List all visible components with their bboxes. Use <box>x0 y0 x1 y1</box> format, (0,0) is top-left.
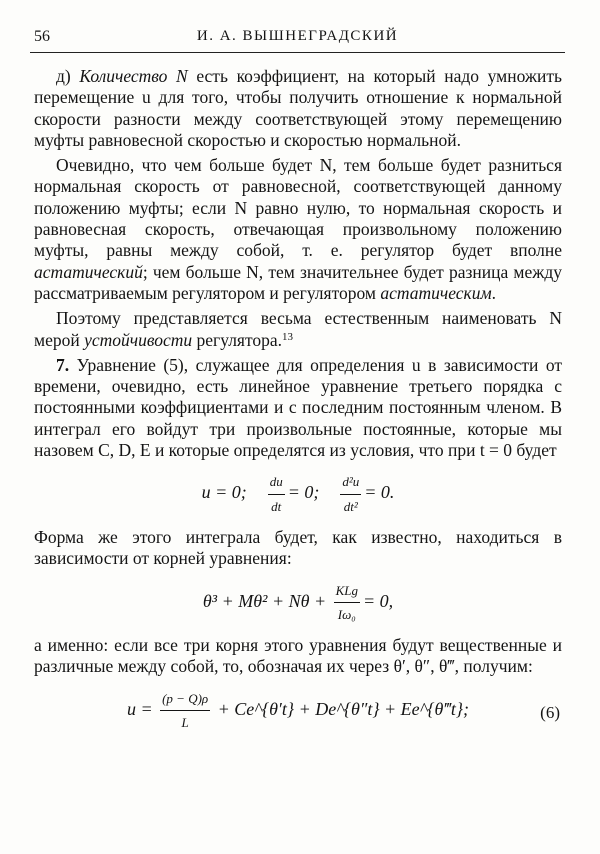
paragraph-text: Уравнение (5), служащее для определения u в зависимости от времени, очевидно, есть линейное уравнение третьего порядка с постоянными коэффициентами и с последним постоянным членом. В интеграл его войдут три произвольные постоянные, которые мы назовем C, D, E и которые определятся из условия, что при t = 0 будет <box>34 354 562 461</box>
paragraph-real-roots <box>34 635 562 678</box>
fraction-denominator: dt² <box>343 498 358 514</box>
paragraph-text: Форма же этого интеграла будет, как известно, находиться в зависимости от корней уравнения: <box>34 526 562 569</box>
formula-part: u = <box>126 698 153 719</box>
paragraph-text: регулятора. <box>192 329 283 350</box>
term-quantity-n: Количество N <box>79 66 188 86</box>
page-header <box>30 24 565 50</box>
paragraph-text: Поэтому представляется весьма естественным наименовать N мерой <box>34 308 562 350</box>
paragraph-text: а именно: если все три корня этого уравнения будут вещественные и различные между собой, то, обозначая их через θ′, θ″, θ‴, получим: <box>34 635 562 677</box>
fraction-denominator: Iω₀ <box>337 606 356 622</box>
fraction-klg <box>334 580 360 626</box>
emphasis-astatic-2: астатическим <box>380 282 492 303</box>
paragraph-text: Очевидно, что чем больше будет N, тем больше будет разниться нормальная скорость от равновесной, соответствующей данному положению муфты; если N равно нулю, то нормальная скорость и равновесная скорость, отвечающая произвольному положению муфты, равны между собой, т. е. регулятор будет вполне <box>34 155 562 261</box>
formula-part: = 0. <box>364 482 395 503</box>
header-rule <box>30 52 565 53</box>
formula-cubic-equation <box>34 580 562 626</box>
fraction-pq-l <box>160 688 210 734</box>
footnote-marker: 13 <box>282 330 294 343</box>
item-marker: д) <box>56 66 71 86</box>
running-title: И. А. ВЫШНЕГРАДСКИЙ <box>196 28 399 44</box>
page-number: 56 <box>34 28 50 45</box>
equation-number: (6) <box>540 702 560 722</box>
paragraph-section-7 <box>34 355 562 461</box>
emphasis-stability: устойчивости <box>84 329 193 350</box>
formula-part: θ³ + Mθ² + Nθ + <box>202 590 327 611</box>
emphasis-astatic: астатический <box>34 261 143 282</box>
section-number: 7. <box>56 354 70 375</box>
fraction-denominator: L <box>181 715 189 731</box>
fraction-du-dt <box>268 471 285 517</box>
fraction-numerator: KLg <box>334 580 360 603</box>
fraction-d2u-dt2 <box>340 471 361 517</box>
paragraph-text: есть коэффициент, на который надо умножить перемещение u для того, чтобы получить отношение к нормальной скорости разности между соответствующей этому перемещению муфты равновесной скоростью и скоростью нормальной. <box>34 66 563 150</box>
paragraph-text: . <box>491 282 497 303</box>
paragraph-text: ; чем больше N, тем значительнее будет разница между рассматриваемым регулятором и регулятором <box>34 261 562 303</box>
formula-part: + Ce^{θ′t} + De^{θ″t} + Ee^{θ‴t}; <box>217 698 470 719</box>
fraction-numerator: (p − Q)ρ <box>160 688 210 711</box>
paragraph-quantity-n <box>34 66 562 151</box>
page-body <box>34 66 562 739</box>
paragraph-stability <box>34 308 562 351</box>
fraction-numerator: d²u <box>340 471 361 494</box>
paragraph-obviously <box>34 155 562 304</box>
paragraph-integral-form <box>34 527 562 570</box>
formula-part: = 0, <box>363 590 394 611</box>
fraction-numerator: du <box>268 471 285 494</box>
formula-part: u = 0; <box>201 482 247 503</box>
fraction-denominator: dt <box>271 498 282 514</box>
formula-6 <box>34 688 562 734</box>
formula-part: = 0; <box>287 482 320 503</box>
formula-initial-conditions <box>34 471 562 517</box>
